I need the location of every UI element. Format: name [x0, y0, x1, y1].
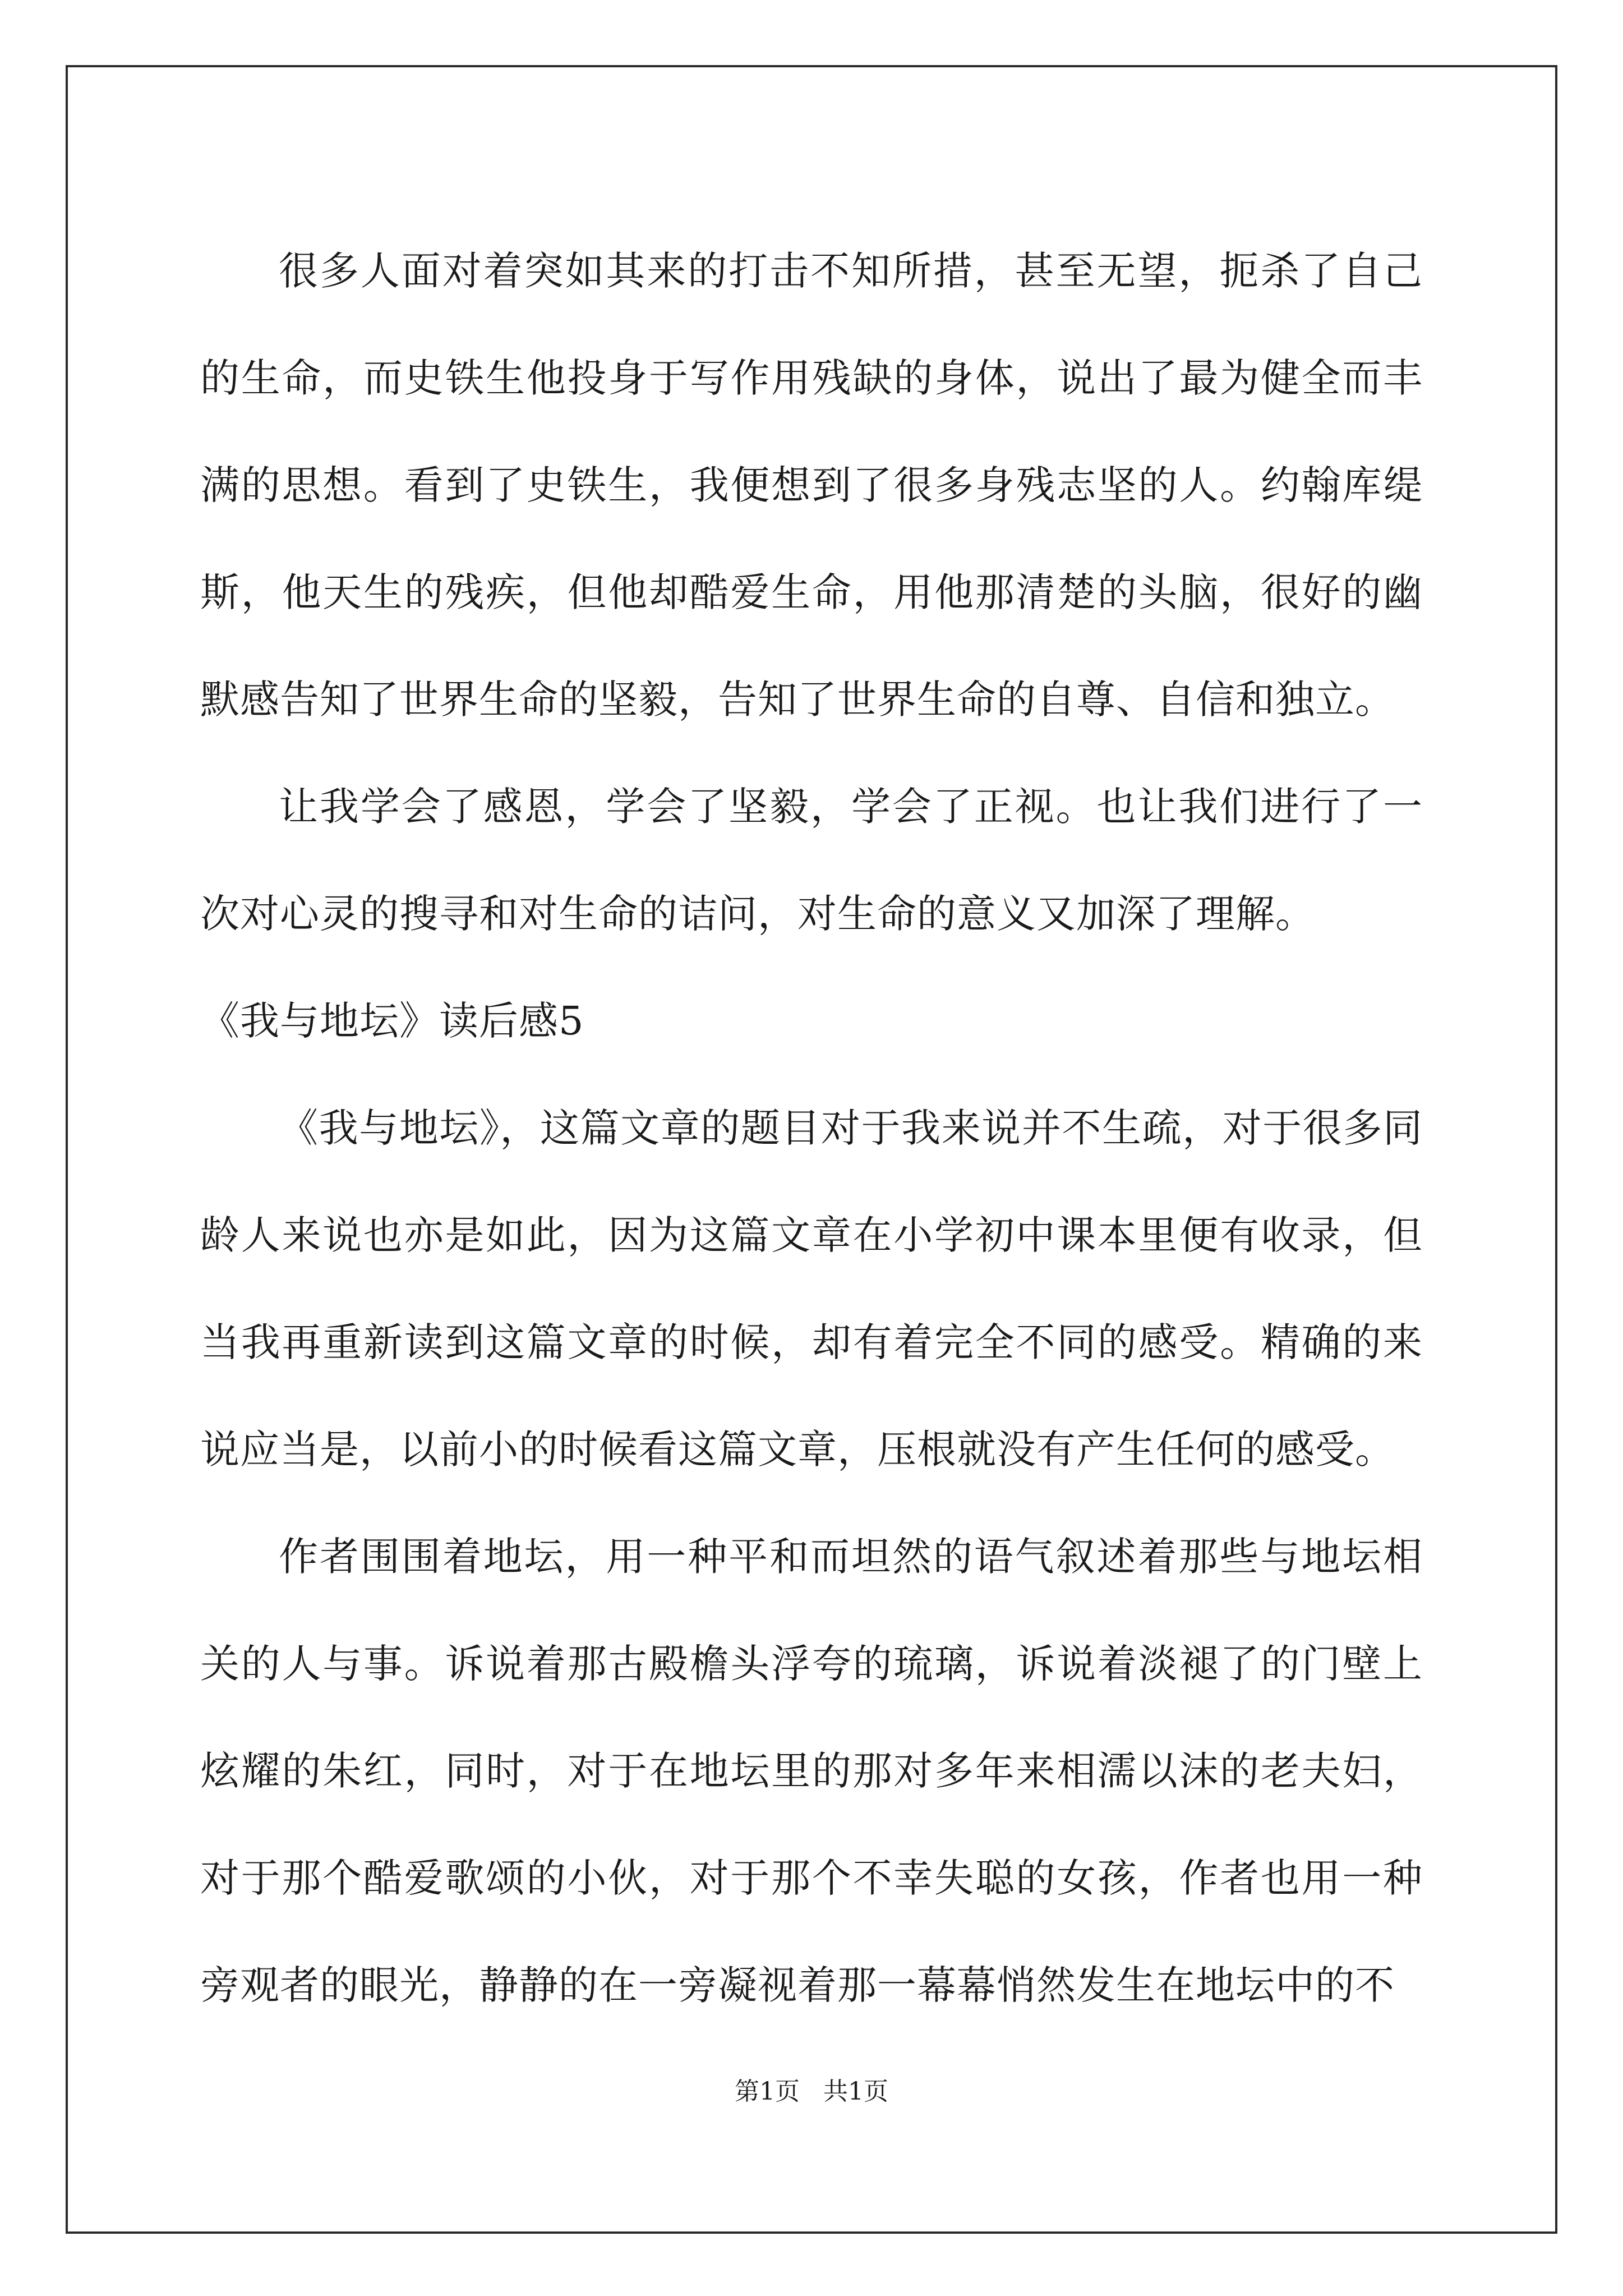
paragraph: 很多人面对着突如其来的打击不知所措，甚至无望，扼杀了自己的生命，而史铁生他投身于写作用残缺的身体，说出了最为健全而丰满的思想。看到了史铁生，我便想到了很多身残志坚的人。约翰库缇斯，他天生的残疾，但他却酷爱生命，用他那清楚的头脑，很好的幽默感告知了世界生命的坚毅，告知了世界生命的自尊、自信和独立。	[200, 248, 1423, 723]
section-title: 《我与地坛》读后感5	[200, 998, 584, 1044]
document-body	[200, 218, 1423, 2039]
page-footer: 第1页 共1页	[735, 2077, 888, 2106]
paragraph: 《我与地坛》，这篇文章的题目对于我来说并不生疏，对于很多同龄人来说也亦是如此，因为这篇文章在小学初中课本里便有收录，但当我再重新读到这篇文章的时候，却有着完全不同的感受。精确的来说应当是，以前小的时候看这篇文章，压根就没有产生任何的感受。	[200, 1105, 1423, 1473]
paragraph: 作者围围着地坛，用一种平和而坦然的语气叙述着那些与地坛相关的人与事。诉说着那古殿檐头浮夸的琉璃，诉说着淡褪了的门壁上炫耀的朱红，同时，对于在地坛里的那对多年来相濡以沫的老夫妇，对于那个酷爱歌颂的小伙，对于那个不幸失聪的女孩，作者也用一种旁观者的眼光，静静的在一旁凝视着那一幕幕悄然发生在地坛中的不	[200, 1534, 1423, 2008]
paragraph: 让我学会了感恩，学会了坚毅，学会了正视。也让我们进行了一次对心灵的搜寻和对生命的诘问，对生命的意义又加深了理解。	[200, 784, 1423, 937]
